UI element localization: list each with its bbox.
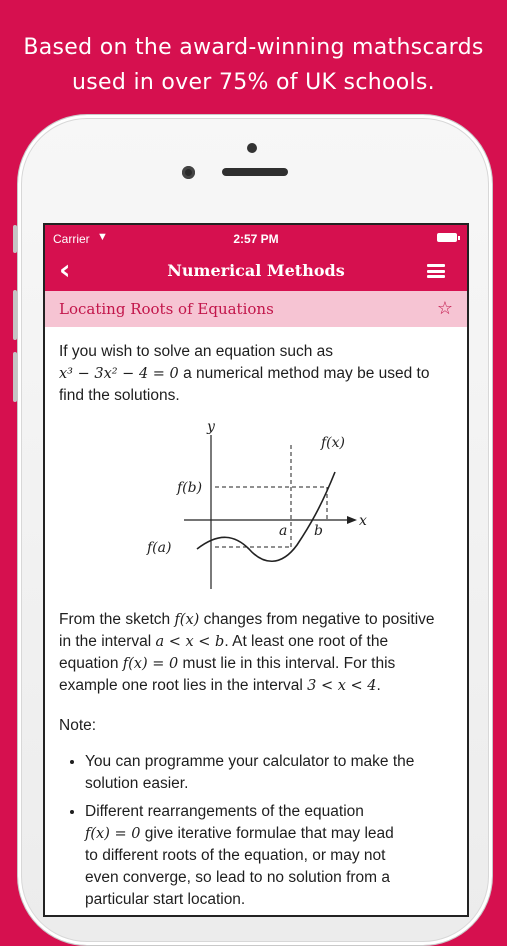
bullet-1-line-1: You can programme your calculator to make the — [85, 753, 415, 770]
volume-up-button — [13, 290, 17, 340]
list-item — [85, 751, 455, 795]
chevron-left-icon[interactable]: ‹ — [59, 253, 71, 286]
para2-text-4: . At least one root of the — [224, 633, 389, 650]
intro-line-3: find the solutions. — [59, 387, 180, 404]
a-label: a — [279, 523, 288, 539]
y-axis-label: y — [207, 419, 215, 435]
star-outline-icon[interactable]: ☆ — [436, 298, 453, 319]
section-header — [45, 291, 467, 327]
para2-math-2: a < x < b — [155, 634, 225, 650]
nav-title: Numerical Methods — [167, 261, 345, 280]
earpiece-speaker — [222, 168, 288, 176]
bullet-2-line-4: even converge, so lead to no solution from a — [85, 869, 391, 886]
fa-label: f(a) — [147, 540, 172, 556]
volume-down-button — [13, 352, 17, 402]
mute-switch — [13, 225, 17, 253]
wifi-icon: ▼ — [97, 231, 108, 243]
curve-label: f(x) — [321, 435, 346, 451]
para2-text-8: . — [376, 677, 381, 694]
navigation-bar — [45, 251, 467, 291]
root-sketch-graph — [59, 417, 455, 603]
section-title: Locating Roots of Equations — [59, 300, 274, 318]
para2-text-2: changes from negative to positive — [199, 611, 435, 628]
phone-screen — [43, 223, 469, 917]
bullet-1-line-2: solution easier. — [85, 775, 189, 792]
proximity-sensor — [247, 143, 257, 153]
promo-line-1: Based on the award-winning mathscards — [23, 35, 484, 60]
status-bar — [45, 225, 467, 251]
status-time: 2:57 PM — [233, 232, 279, 246]
function-curve — [197, 472, 335, 561]
intro-paragraph — [59, 341, 455, 407]
para2-math-3: f(x) = 0 — [122, 656, 179, 672]
intro-line-1: If you wish to solve an equation such as — [59, 343, 333, 360]
para2-text-7: example one root lies in the interval — [59, 677, 308, 694]
b-label: b — [314, 523, 323, 539]
x-axis-arrow — [347, 516, 357, 524]
card-content — [59, 341, 455, 917]
bullet-2-line-1: Different rearrangements of the equation — [85, 803, 364, 820]
carrier-label: Carrier — [53, 232, 90, 246]
x-axis-label: x — [359, 513, 367, 529]
note-label: Note: — [59, 717, 97, 734]
intro-line-2: a numerical method may be used to — [178, 365, 430, 382]
battery-icon — [437, 233, 457, 242]
promo-line-2: used in over 75% of UK schools. — [72, 70, 435, 95]
bullet-2-line-5: particular start location. — [85, 891, 246, 908]
bullet-2-math: f(x) = 0 — [85, 826, 141, 842]
para2-text-1: From the sketch — [59, 611, 175, 628]
para2-math-1: f(x) — [174, 612, 200, 628]
notes-list — [59, 751, 455, 911]
bullet-2-line-2: give iterative formulae that may lead — [140, 825, 394, 842]
front-camera — [182, 166, 195, 179]
explanation-paragraph — [59, 609, 455, 697]
graph-svg — [59, 417, 455, 603]
intro-equation: x³ − 3x² − 4 = 0 — [59, 366, 179, 382]
fb-label: f(b) — [177, 480, 203, 496]
para2-math-4: 3 < x < 4 — [307, 678, 377, 694]
list-item — [85, 801, 455, 911]
para2-text-6: must lie in this interval. For this — [178, 655, 396, 672]
promo-text — [0, 30, 507, 100]
bullet-2-line-3: to different roots of the equation, or may not — [85, 847, 386, 864]
para2-text-3: in the interval — [59, 633, 156, 650]
para2-text-5: equation — [59, 655, 123, 672]
hamburger-menu-icon[interactable] — [427, 264, 445, 278]
